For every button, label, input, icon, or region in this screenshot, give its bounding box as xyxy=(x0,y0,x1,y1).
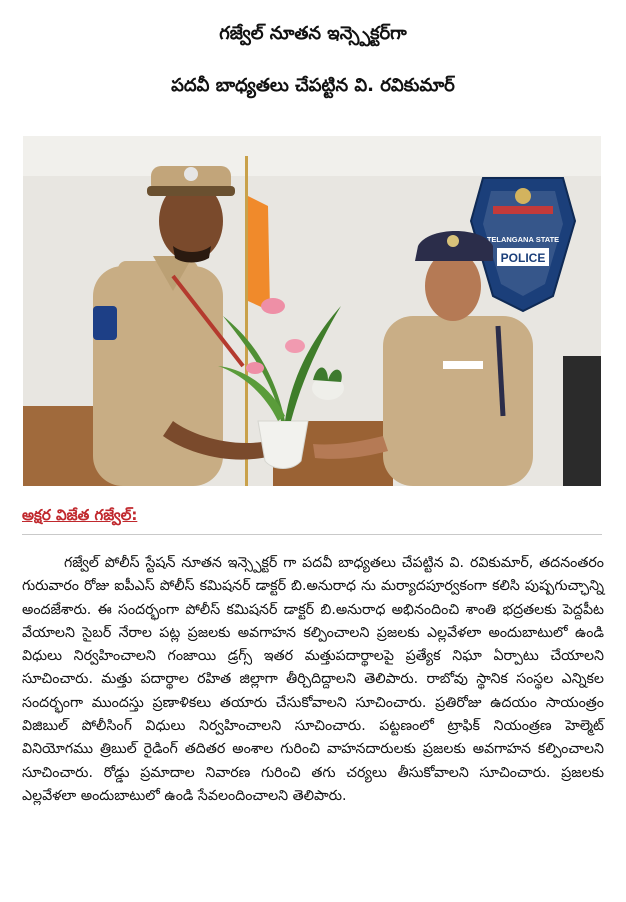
flag xyxy=(248,196,270,311)
headline-line-2: పదవీ బాధ్యతలు చేపట్టిన వి. రవికుమార్ xyxy=(171,75,455,96)
article-paragraph: గజ్వేల్ పోలీస్ స్టేషన్ నూతన ఇన్స్పెక్టర్ గా పదవీ బాధ్యతలు చేపట్టిన వి. రవికుమార్, తదనంతరం గురువారం రోజు ఐపీఎస్ పోలీస్ కమిషనర్ డాక్టర్ బి.అనురాధ ను మర్యాదపూర్వకంగా కలిసి పుష్పగుచ్ఛాన్ని అందజేశారు. ఈ సందర్భంగా పోలీస్ కమిషనర్ డాక్టర్ బి.అనురాధ అభినందించి శాంతి భద్రతలకు పెద్దపీట వేయాలని సైబర్ నేరాల పట్ల ప్రజలకు అవగాహన కల్పించాలని ప్రజలకు ఎల్లవేళలా అందుబాటులో ఉండి విధులు నిర్వహించాలని గంజాయి డ్రగ్స్ ఇతర మత్తుపదార్థాలపై ప్రత్యేక నిఘా ఏర్పాటు చేయాలని సూచించారు. మత్తు పదార్థాల రహిత జిల్లాగా తీర్చిదిద్దాలని తెలిపారు. రాబోవు స్థానిక సంస్థల ఎన్నికల సందర్భంగా ముందస్తు ప్రణాళికలు తయారు చేసుకోవాలని సూచించారు. ప్రతిరోజు ఉదయం సాయంత్రం విజిబుల్ పోలీసింగ్ విధులు నిర్వహించాలని సూచించారు. పట్టణంలో ట్రాఫిక్ నియంత్రణ హెల్మెట్ వినియోగము త్రిబుల్ రైడింగ్ తదితర అంశాల గురించి వాహనదారులకు ప్రజలకు అవగాహన కల్పించాలని సూచించారు. రోడ్డు ప్రమాదాల నివారణ గురించి తగు చర్యలు తీసుకోవాలని సూచించారు. ప్రజలకు ఎల్లవేళలా అందుబాటులో ఉండి సేవలందించాలని తెలిపారు. xyxy=(22,555,604,804)
article-body xyxy=(22,552,604,808)
news-photo xyxy=(23,136,601,486)
flag-pole xyxy=(245,156,248,486)
divider xyxy=(22,534,602,535)
byline: అక్షర విజేత గజ్వేల్: xyxy=(22,506,138,524)
chair xyxy=(563,356,601,486)
svg-text:POLICE: POLICE xyxy=(500,251,546,265)
svg-text:TELANGANA STATE: TELANGANA STATE xyxy=(486,235,560,244)
headline-line-1: గజ్వేల్ నూతన ఇన్స్పెక్టర్‌గా xyxy=(219,23,407,44)
